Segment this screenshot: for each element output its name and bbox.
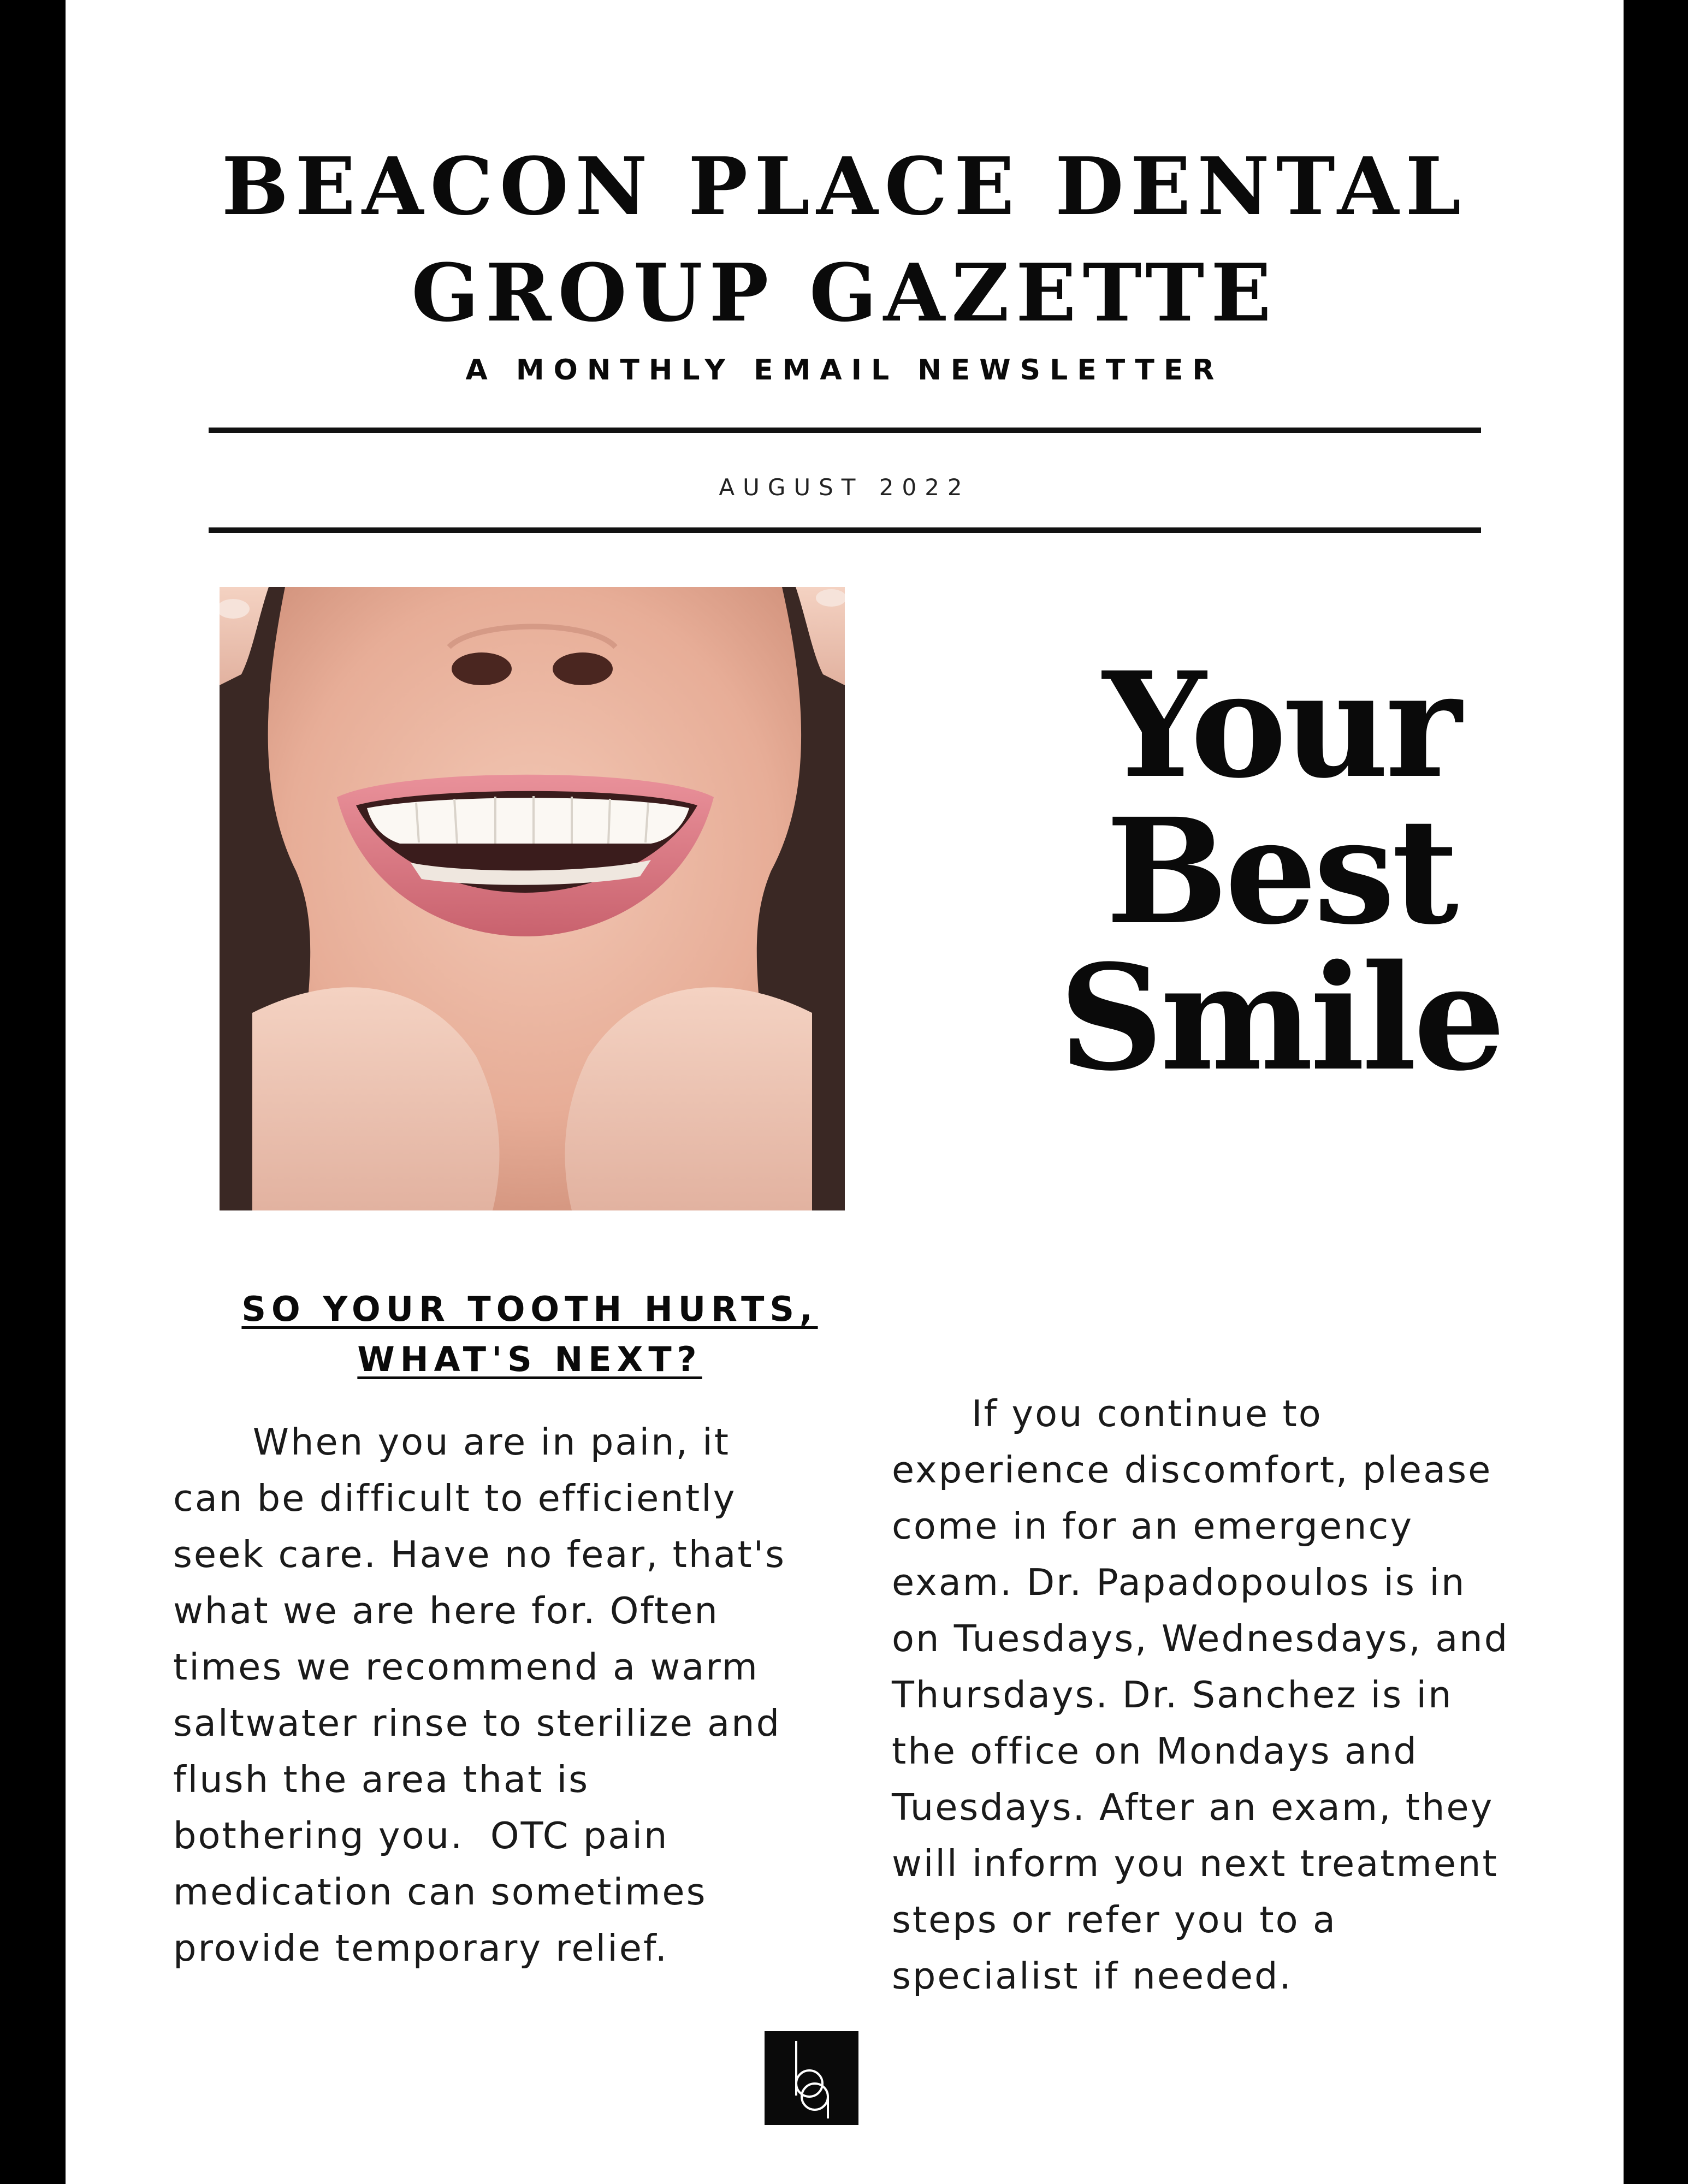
newsletter-title-line-2: GROUP GAZETTE [411,247,1278,340]
article-left-column [173,1414,883,1977]
feature-heading [967,640,1595,1103]
body-line: medication can sometimes [173,1871,707,1913]
body-line: times we recommend a warm [173,1646,759,1688]
article-heading-line: SO YOUR TOOTH HURTS, [241,1289,818,1329]
smile-photo-illustration [220,587,845,1210]
body-line: on Tuesdays, Wednesdays, and [892,1617,1509,1660]
body-line: come in for an emergency [892,1505,1414,1547]
body-line: what we are here for. Often [173,1589,719,1632]
body-line: When you are in pain, it [173,1421,731,1463]
body-line: specialist if needed. [892,1955,1293,1997]
bp-monogram-icon [765,2031,858,2125]
newsletter-title-line-1: BEACON PLACE DENTAL [221,140,1468,233]
body-line: seek care. Have no fear, that's [173,1533,786,1576]
body-line: exam. Dr. Papadopoulos is in [892,1561,1466,1604]
body-line: experience discomfort, please [892,1449,1492,1491]
bp-monogram-logo [765,2031,858,2125]
article-heading [202,1284,857,1385]
body-line: provide temporary relief. [173,1927,669,1969]
feature-heading-line: Your [1103,640,1459,810]
smiling-mouth-photo [220,587,845,1210]
body-line: Tuesdays. After an exam, they [892,1786,1494,1829]
body-line: Thursdays. Dr. Sanchez is in [892,1673,1453,1716]
feature-heading-line: Best [1105,787,1456,957]
newsletter-subtitle: A MONTHLY EMAIL NEWSLETTER [465,354,1224,387]
article-right-column [892,1386,1613,2004]
article-heading-line: WHAT'S NEXT? [357,1339,702,1379]
body-line: the office on Mondays and [892,1730,1418,1772]
issue-date: AUGUST 2022 [719,474,970,501]
body-line: can be difficult to efficiently [173,1477,737,1520]
body-line: flush the area that is [173,1758,590,1801]
body-line: If you continue to [892,1392,1323,1435]
body-line: will inform you next treatment [892,1842,1499,1885]
divider-top [209,428,1481,433]
body-line: saltwater rinse to sterilize and [173,1702,781,1744]
body-line: bothering you. OTC pain [173,1814,669,1857]
feature-heading-line: Smile [1059,933,1502,1103]
body-line: steps or refer you to a [892,1898,1337,1941]
divider-bottom [209,527,1481,533]
newsletter-page [66,0,1624,2184]
